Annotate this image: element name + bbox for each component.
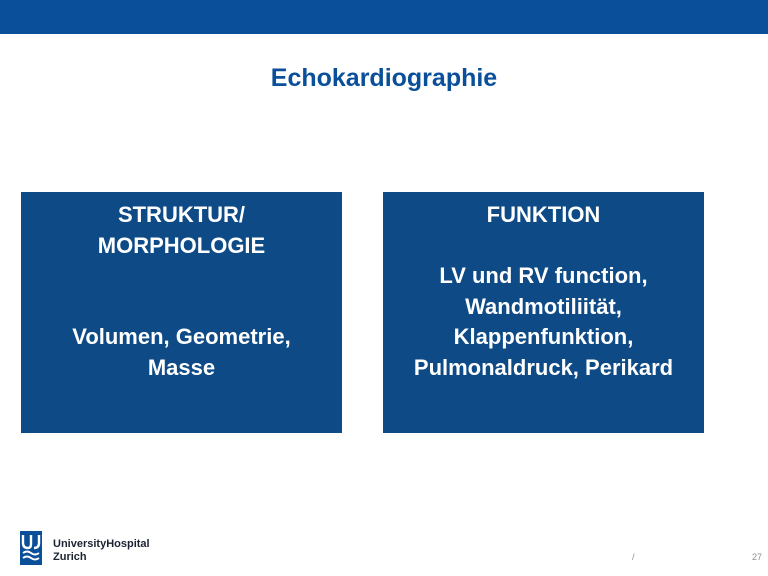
- structure-detail-line1: Volumen, Geometrie,: [72, 324, 291, 349]
- university-hospital-logo-icon: [20, 531, 42, 565]
- function-box: [383, 192, 704, 433]
- slide-title: Echokardiographie: [270, 64, 498, 92]
- logo-wordmark: [53, 538, 150, 564]
- logo-line2: Zurich: [53, 551, 87, 563]
- function-detail-line4: Pulmonaldruck, Perikard: [413, 354, 674, 380]
- structure-heading-line1: STRUKTUR/: [117, 202, 246, 227]
- structure-box: [21, 192, 342, 433]
- box-spacer: [21, 261, 342, 292]
- structure-heading-line2: MORPHOLOGIE: [97, 232, 266, 258]
- function-detail-line1: LV und RV function,: [439, 263, 648, 288]
- box-spacer: [21, 292, 342, 323]
- logo-line1: UniversityHospital: [53, 538, 150, 550]
- header-bar: [0, 0, 768, 34]
- function-detail-line3: Klappenfunktion,: [453, 324, 634, 349]
- function-detail-line2: Wandmotiliität,: [465, 293, 622, 319]
- box-spacer: [383, 231, 704, 262]
- page-number: 27: [752, 552, 763, 562]
- function-heading: FUNKTION: [486, 202, 601, 227]
- footer-separator: /: [632, 552, 635, 562]
- structure-detail-line2: Masse: [147, 354, 216, 380]
